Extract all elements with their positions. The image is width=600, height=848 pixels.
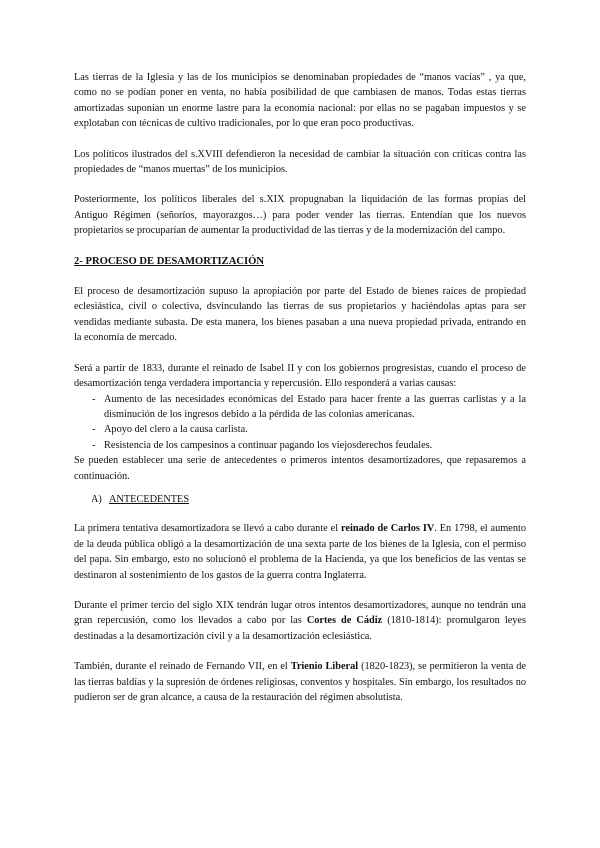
bold-term: Trienio Liberal (290, 661, 359, 673)
bold-term: Cortes de Cádiz (306, 615, 383, 627)
bold-term: reinado de Carlos IV (341, 523, 435, 535)
subsection-title: ANTECEDENTES (109, 493, 190, 505)
list-item: - Resistencia de los campesinos a continuar pagando los viejosderechos feudales. (74, 438, 526, 453)
paragraph-causas-intro: Será a partir de 1833, durante el reinado de Isabel II y con los gobiernos progresistas, cuando el proceso de desamortización tenga verdadera importancia y repercusión. Ello responderá a varias causas: (74, 362, 526, 390)
paragraph-cortes-cadiz: Durante el primer tercio del siglo XIX tendrán lugar otros intentos desamortizadores, aunque no tendrán una gran repercusión, como los llevados a cabo por las Cortes de Cádiz (1810-1814): promulgaron leyes destinadas a la desamortización civil y a la desamortización eclesiástica. (74, 599, 526, 642)
paragraph-carlos-iv: La primera tentativa desamortizadora se llevó a cabo durante el reinado de Carlos IV. En 1798, el aumento de la deuda pública obligó a la desamortización de una sexta parte de los bienes de la Iglesia, con el permiso del papa. Sin embargo, esto no solucionó el problema de la Hacienda, ya que los beneficios de las ventas se destinaron al sostenimiento de los gastos de la guerra contra Inglaterra. (74, 523, 527, 581)
document-body (74, 70, 526, 705)
paragraph-liberales: Posteriormente, los políticos liberales del s.XIX propugnaban la liquidación de las formas propias del Antiguo Régimen (señoríos, mayorazgos…) para poder vender las tierras. Entendían que los nuevos propietarios se procuparían de aumentar la productividad de las tierras y de la modernización del campo. (74, 194, 526, 237)
list-item: - Apoyo del clero a la causa carlista. (74, 422, 526, 437)
list-item: - Aumento de las necesidades económicas del Estado para hacer frente a las guerras carlistas y a la disminución de los ingresos debido a la pérdida de las colonias americanas. (92, 393, 526, 420)
causes-list (74, 392, 526, 454)
section-heading: 2- PROCESO DE DESAMORTIZACIÓN (74, 255, 265, 267)
dash-bullet: - (92, 424, 96, 436)
paragraph-manos-vacias: Las tierras de la Iglesia y las de los municipios se denominaban propiedades de “manos vacías” , ya que, como no se podían poner en venta, no había posibilidad de que cambiasen de manos. Todas estas tierras amortizadas suponían un enorme lastre para la economía nacional: por ellas no se pagaban impuestos y se explotaban con técnicas de cultivo tradicionales, por lo que eran poco productivas. (74, 72, 526, 130)
paragraph-trienio-liberal: También, durante el reinado de Fernando VII, en el Trienio Liberal (1820-1823), se permitieron la venta de las tierras baldías y la supresión de órdenes religiosas, conventos y hospitales. Sin embargo, los resultados no pudieron ser de gran alcance, a causa de la restauración del régimen absolutista. (74, 661, 526, 703)
dash-bullet: - (92, 393, 96, 405)
paragraph-ilustrados: Los políticos ilustrados del s.XVIII defendieron la necesidad de cambiar la situación con críticas contra las propiedades de “manos muertas” de los municipios. (74, 148, 526, 176)
paragraph-antecedentes-intro: Se pueden establecer una serie de antecedentes o primeros intentos desamortizadores, que repasaremos a continuación. (74, 455, 526, 482)
paragraph-proceso: El proceso de desamortización supuso la apropiación por parte del Estado de bienes raíces de propiedad eclesiástica, civil o colectiva, dsvinculando las tierras de sus propietarios y haciéndolas aptas para ser vendidas mediante subasta. De esta manera, los bienes pasaban a una nueva propiedad privada, entrando en la economía de mercado. (74, 286, 526, 344)
subsection-heading (91, 492, 526, 507)
subsection-letter: A) (91, 493, 102, 505)
dash-bullet: - (92, 439, 96, 451)
